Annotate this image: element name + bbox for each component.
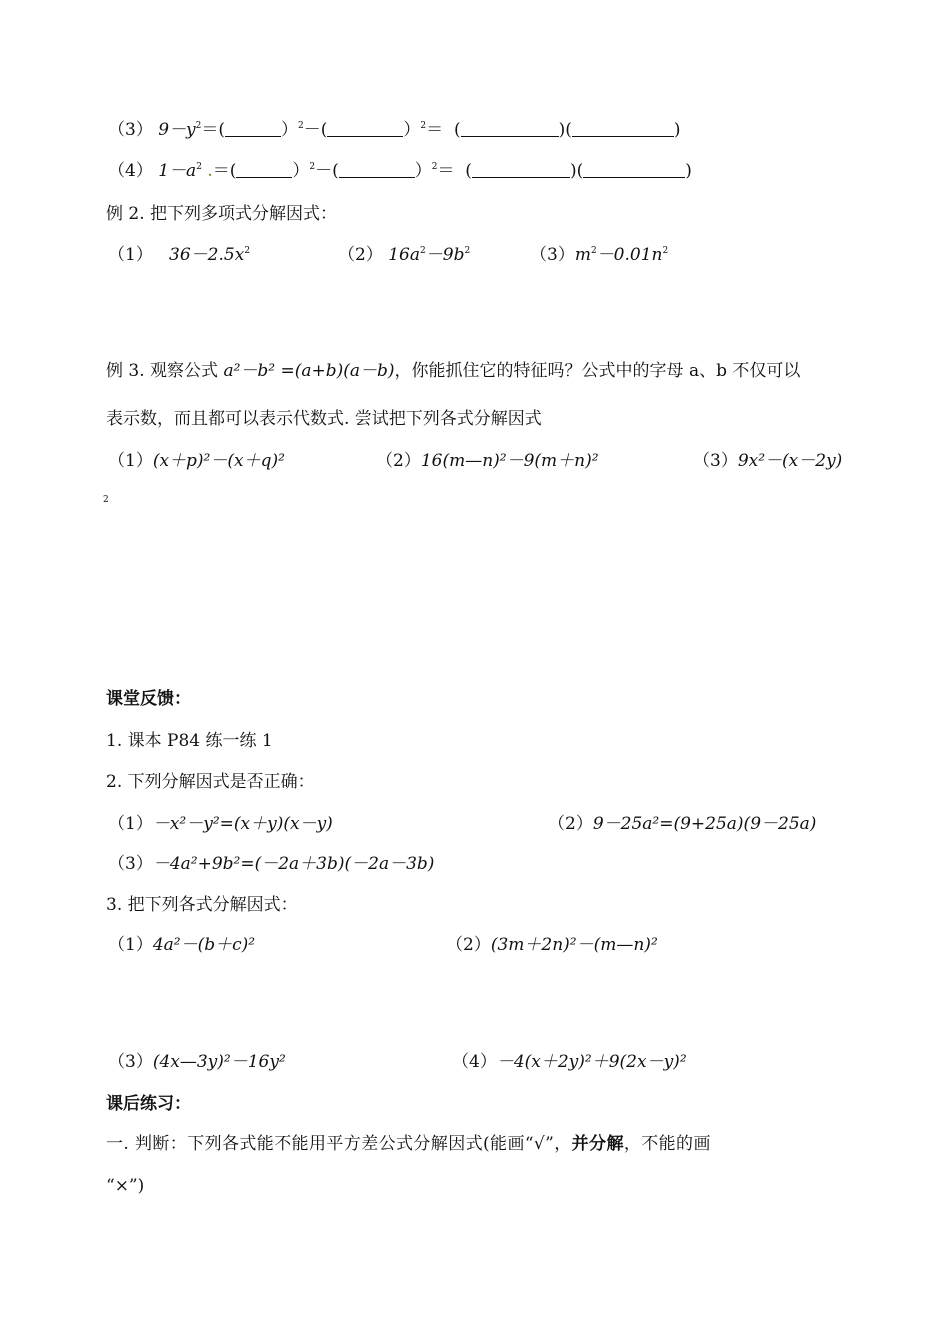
wrapped-exponent: 2	[103, 495, 109, 505]
feedback-q3-item-2	[446, 934, 658, 956]
minus-sign: －	[303, 120, 321, 140]
expression: 16a	[388, 245, 421, 265]
expression: －9b	[425, 245, 465, 265]
example3-item-1	[108, 450, 285, 472]
exponent: 2	[244, 246, 251, 256]
minus-sign: －	[315, 161, 333, 181]
text: 例 3. 观察公式	[106, 361, 224, 381]
item-number: （4）	[108, 161, 153, 181]
equals-sign: ＝	[426, 120, 444, 140]
item-number: （2）	[548, 814, 593, 834]
expression: 9－y	[158, 120, 196, 140]
equals-sign: ＝	[212, 161, 230, 181]
item-number: （2）	[376, 451, 421, 471]
expression: 1－a	[158, 161, 197, 181]
answer-blank[interactable]	[572, 120, 674, 137]
answer-blank[interactable]	[327, 120, 403, 137]
example3-line-2: 表示数，而且都可以表示代数式. 尝试把下列各式分解因式	[106, 409, 542, 429]
paren: ）	[403, 120, 421, 140]
expression: 36－2.5x	[169, 245, 245, 265]
item-number: （3）	[108, 120, 153, 140]
feedback-q3-item-4	[452, 1051, 687, 1073]
feedback-q3-item-3	[108, 1051, 286, 1073]
example2-item-1	[108, 244, 250, 266]
homework-heading: 课后练习：	[106, 1094, 191, 1114]
example3-item-2	[376, 450, 599, 472]
text: 一. 判断：下列各式能不能用平方差公式分解因式(能画“√”，	[106, 1134, 572, 1154]
expression: (4x—3y)²－16y²	[152, 1052, 286, 1072]
item-number: （3）	[108, 854, 153, 874]
exponent: 2	[420, 246, 426, 256]
answer-blank[interactable]	[472, 161, 570, 178]
example3-line-1	[106, 360, 800, 382]
bold-text: 并分解	[571, 1134, 624, 1154]
paren: ）	[292, 161, 310, 181]
example3-item-3	[693, 450, 842, 472]
expression: m	[574, 245, 591, 265]
stray-mark: .	[201, 161, 213, 181]
answer-blank[interactable]	[339, 161, 415, 178]
example2-title: 例 2. 把下列多项式分解因式：	[106, 204, 338, 224]
fill-exercise-4: （4） $1-a^2$ .＝( ）$^2$－( ）$^2$＝ ( )( )	[108, 161, 692, 181]
answer-blank[interactable]	[225, 120, 281, 137]
item-number: （1）	[108, 245, 153, 265]
exponent: 2	[195, 121, 202, 131]
item-number: （3）	[530, 245, 575, 265]
expression: －0.01n	[596, 245, 663, 265]
paren: ）	[281, 120, 299, 140]
feedback-q2-item-3	[108, 853, 434, 875]
expression: 4a²－(b＋c)²	[152, 935, 256, 955]
item-number: （3）	[108, 1052, 153, 1072]
item-number: （1）	[108, 814, 153, 834]
expression: －4a²+9b²=(－2a＋3b)(－2a－3b)	[152, 854, 435, 874]
expression: －x²－y²=(x＋y)(x－y)	[152, 814, 333, 834]
feedback-heading: 课堂反馈：	[106, 689, 191, 709]
answer-blank[interactable]	[236, 161, 292, 178]
expression: 9x²－(x－2y)	[737, 451, 843, 471]
exponent: 2	[590, 246, 597, 256]
homework-line-2: “×”)	[106, 1176, 145, 1196]
expression: (3m＋2n)²－(m—n)²	[490, 935, 658, 955]
item-number: （4）	[452, 1052, 497, 1072]
expression: 16(m—n)²－9(m＋n)²	[420, 451, 599, 471]
feedback-q2-item-1	[108, 813, 333, 835]
equals-sign: ＝	[437, 161, 455, 181]
formula: a²－b² =(a+b)(a－b)	[223, 361, 395, 381]
item-number: （2）	[446, 935, 491, 955]
feedback-q2-item-2	[548, 813, 816, 835]
exponent: 2	[196, 162, 202, 172]
paren: ）	[414, 161, 432, 181]
feedback-q1: 1. 课本 P84 练一练 1	[106, 731, 273, 751]
expression: (x＋p)²－(x＋q)²	[152, 451, 285, 471]
feedback-q3-item-1	[108, 934, 255, 956]
homework-line-1	[106, 1133, 711, 1155]
exponent: 2	[464, 246, 471, 256]
fill-exercise-3: （3） $9-y^2=$( ）$^2$－( ）$^2$＝ ( )( )	[108, 120, 681, 140]
item-number: （1）	[108, 451, 153, 471]
answer-blank[interactable]	[461, 120, 559, 137]
expression: 9－25a²=(9+25a)(9－25a)	[592, 814, 817, 834]
feedback-q3: 3. 把下列各式分解因式：	[106, 895, 298, 915]
feedback-q2: 2. 下列分解因式是否正确：	[106, 772, 315, 792]
item-number: （2）	[338, 245, 383, 265]
item-number: （1）	[108, 935, 153, 955]
text: ，不能的画	[623, 1134, 711, 1154]
item-number: （3）	[693, 451, 738, 471]
answer-blank[interactable]	[583, 161, 685, 178]
equals-sign: ＝	[201, 120, 219, 140]
text: ，你能抓住它的特征吗？公式中的字母 a、b 不仅可以	[394, 361, 801, 381]
example2-item-3	[530, 244, 668, 266]
example2-item-2	[338, 244, 470, 266]
exponent: 2	[662, 246, 669, 256]
expression: －4(x＋2y)²＋9(2x－y)²	[496, 1052, 687, 1072]
